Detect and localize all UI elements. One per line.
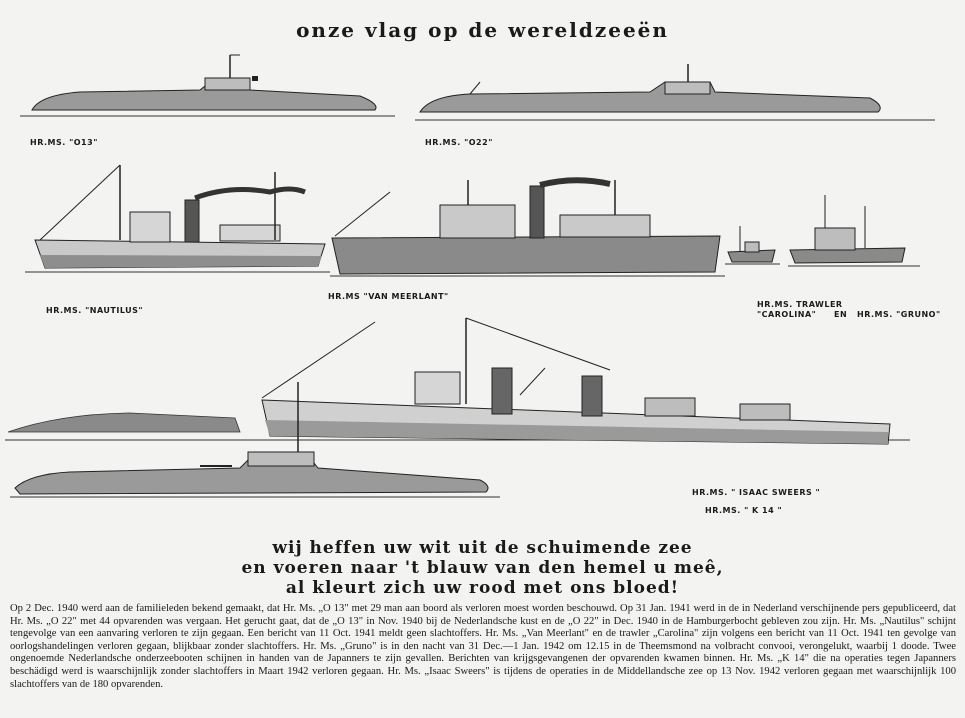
label-nautilus: HR.MS. "NAUTILUS" [46, 306, 144, 315]
label-o13: HR.MS. "O13" [30, 138, 98, 147]
ship-carolina-drawing [725, 226, 780, 264]
label-gruno: HR.MS. "GRUNO" [857, 310, 941, 319]
verse-line-1: wij heffen uw wit uit de schuimende zee [272, 538, 693, 558]
label-k14: HR.MS. " K 14 " [705, 506, 783, 515]
ship-gruno-drawing [788, 195, 920, 266]
verse-line-2: en voeren naar 't blauw van den hemel u meê, [241, 558, 724, 578]
label-carolina-line1: HR.MS. TRAWLER [757, 300, 843, 309]
verse [0, 538, 965, 598]
ship-van-meerlant-drawing [330, 180, 725, 276]
page-title: onze vlag op de wereldzeeën [296, 18, 669, 42]
submarine-o13-drawing [20, 55, 395, 116]
verse-line-3: al kleurt zich uw rood met ons bloed! [285, 578, 680, 598]
ship-nautilus-drawing [25, 165, 330, 272]
label-van-meerlant: HR.MS "VAN MEERLANT" [328, 292, 449, 301]
submarine-o22-drawing [415, 64, 935, 120]
label-o22: HR.MS. "O22" [425, 138, 493, 147]
label-carolina-line2: "CAROLINA" [757, 310, 817, 319]
label-isaac-sweers: HR.MS. " ISAAC SWEERS " [692, 488, 821, 497]
label-en: EN [834, 310, 848, 319]
body-paragraph: Op 2 Dec. 1940 werd aan de familieleden bekend gemaakt, dat Hr. Ms. „O 13" met 29 man aan boord als verloren moest worden beschouwd. Op 31 Jan. 1941 werd in de in Nederland verschijnende pers gepubliceerd, dat Hr. Ms. „O 22" met 44 opvarenden was vergaan. Het gerucht gaat, dat de „O 13" in Nov. 1940 bij de Nederlandsche kust en de „O 22" in Dec. 1940 in de Hamburgerbocht gebleven zou zijn. Hr. Ms. „Nautilus" schijnt tengevolge van een aanvaring verloren te zijn gegaan. Een bericht van 11 Oct. 1941 meldt geen slachtoffers. Hr. Ms. „Van Meerlant" en de trawler „Carolina" zijn volgens een bericht van 11 Oct. 1941 ten gevolge van oorlogshandelingen verloren gegaan, blijkbaar zonder slachtoffers. Hr. Ms. „Gruno" is in den nacht van 31 Dec.—1 Jan. 1942 om 12.15 in de Theemsmond na volbracht convooi, verongelukt, waarbij 1 doode. Twee ongenoemde Nederlandsche onderzeebooten schijnen in handen van de Japanners te zijn gevallen. Berichten van krijgsgevangenen der opvarenden kwamen binnen. Hr. Ms. „K 14" die na operaties tegen Japanners beschädigd werd is waarschijnlijk zonder slachtoffers in Maart 1942 verloren gegaan. Hr. Ms. „Isaac Sweers" is tijdens de operaties in de Middellandsche zee op 13 Nov. 1942 verloren gegaan met waarschijnlijk 100 slachtoffers van de 180 opvarenden. [10, 603, 956, 690]
ship-isaac-sweers-drawing [5, 318, 910, 444]
